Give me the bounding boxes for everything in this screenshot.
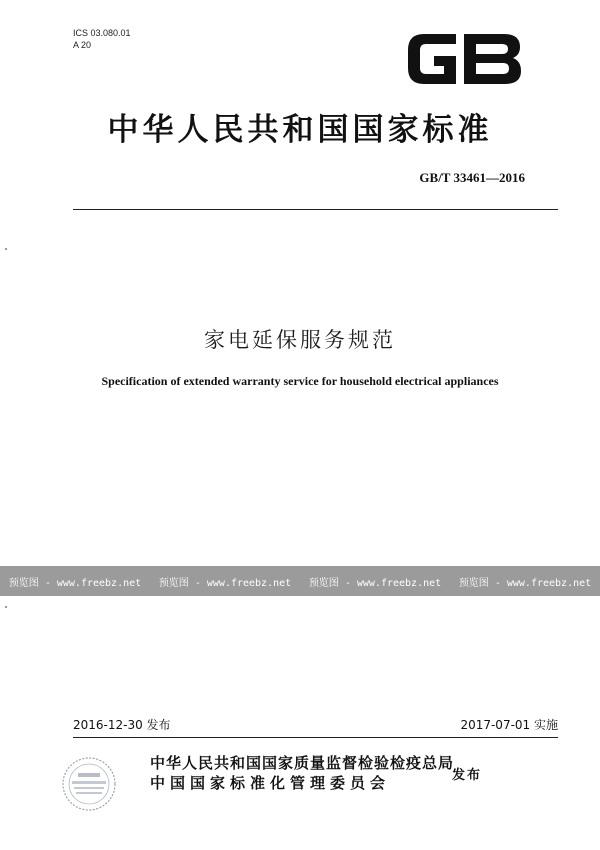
ics-code: ICS 03.080.01 [73, 28, 131, 38]
issuer-line-1: 中华人民共和国国家质量监督检验检疫总局 [150, 754, 455, 772]
national-standard-title: 中华人民共和国国家标准 [107, 112, 493, 148]
ccs-code: A 20 [73, 40, 92, 50]
watermark-text: 预览图 - www.freebz.net [458, 577, 592, 589]
document-title-en: Specification of extended warranty service for household electrical appliances [101, 374, 499, 388]
issuer-line-2: 中国国家标准化管理委员会 [150, 774, 391, 792]
publish-date: 2016-12-30 发布 [73, 718, 171, 732]
header-divider [73, 209, 558, 210]
date-divider [73, 737, 558, 738]
publish-label: 发布 [452, 768, 483, 783]
anti-counterfeit-seal-icon [60, 755, 118, 813]
document-title-zh: 家电延保服务规范 [204, 328, 396, 352]
standard-number: GB/T 33461—2016 [419, 170, 525, 185]
gb-logo [404, 30, 524, 88]
classification-codes [73, 27, 131, 51]
implementation-date: 2017-07-01 实施 [460, 718, 558, 732]
watermark-text: 预览图 - www.freebz.net [8, 577, 142, 589]
watermark-text: 预览图 - www.freebz.net [158, 577, 292, 589]
margin-mark [5, 606, 7, 608]
margin-mark [5, 248, 7, 250]
watermark-text: 预览图 - www.freebz.net [308, 577, 442, 589]
watermark-band [0, 566, 600, 596]
